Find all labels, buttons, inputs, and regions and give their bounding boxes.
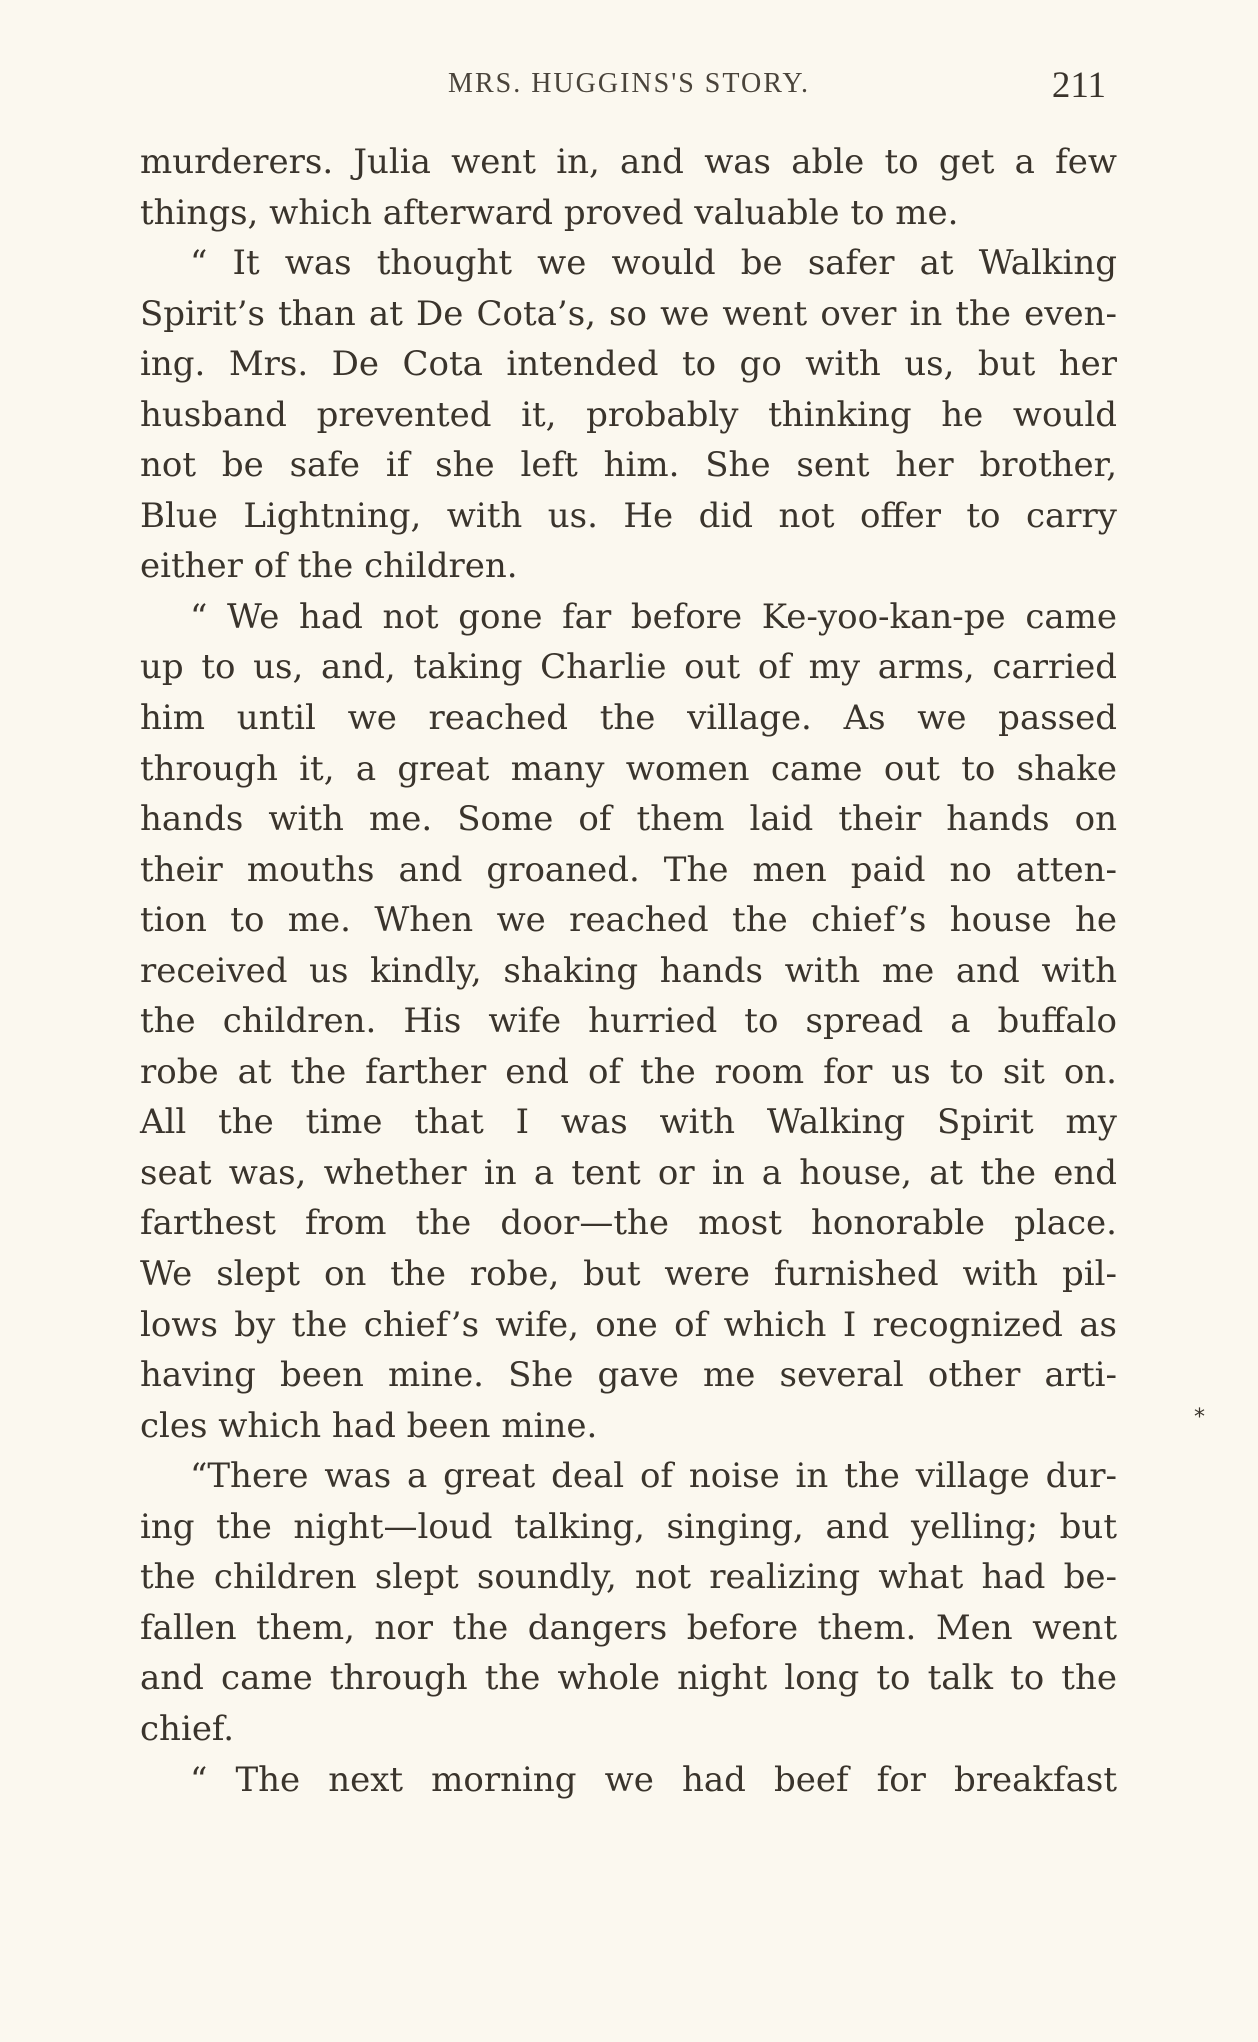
text-line: their mouths and groaned. The men paid no atten- (140, 849, 1117, 890)
text-line: either of the children. (140, 546, 518, 587)
text-line: not be safe if she left him. She sent her brother, (140, 445, 1117, 486)
text-line: chief. (140, 1708, 235, 1749)
running-head (140, 64, 1118, 112)
text-line: murderers. Julia went in, and was able to get a few (140, 142, 1117, 182)
text-line: “There was a great deal of noise in the village dur- (190, 1456, 1117, 1497)
page-number: 211 (1051, 65, 1106, 106)
text-line: and came through the whole night long to talk to the (140, 1658, 1117, 1699)
text-line: ing the night—loud talking, singing, and yelling; but (140, 1506, 1117, 1547)
text-line: the children. His wife hurried to spread a buffalo (140, 1001, 1117, 1042)
text-line: lows by the chief’s wife, one of which I recognized as (140, 1304, 1117, 1345)
text-line: things, which afterward proved valuable to me. (140, 192, 959, 233)
text-line: seat was, whether in a tent or in a house, at the end (140, 1152, 1117, 1193)
text-line: the children slept soundly, not realizing what had be- (140, 1557, 1117, 1598)
text-line: Spirit’s than at De Cota’s, so we went over in the even- (140, 293, 1117, 334)
text-line: Blue Lightning, with us. He did not offer to carry (140, 495, 1117, 536)
text-line: through it, a great many women came out to shake (140, 748, 1117, 789)
margin-asterisk: * (1194, 1405, 1205, 1430)
text-line: ing. Mrs. De Cota intended to go with us, but her (140, 344, 1117, 385)
body-text (140, 137, 1117, 1805)
text-line: having been mine. She gave me several other arti- (140, 1355, 1117, 1396)
text-line: “ We had not gone far before Ke-yoo-kan-pe came (190, 596, 1117, 637)
text-line: We slept on the robe, but were furnished with pil- (140, 1254, 1117, 1295)
running-title: MRS. HUGGINS'S STORY. (448, 68, 810, 99)
text-line: hands with me. Some of them laid their hands on (140, 799, 1117, 840)
text-line: cles which had been mine. (140, 1405, 598, 1446)
text-line: fallen them, nor the dangers before them. Men went (140, 1607, 1117, 1648)
text-line: All the time that I was with Walking Spirit my (140, 1102, 1117, 1143)
text-line: “ It was thought we would be safer at Walking (190, 243, 1117, 284)
text-line: farthest from the door—the most honorable place. (140, 1203, 1117, 1244)
text-line: tion to me. When we reached the chief’s house he (140, 900, 1117, 941)
text-line: him until we reached the village. As we passed (140, 698, 1117, 739)
text-line: “ The next morning we had beef for breakfast (190, 1759, 1117, 1800)
text-line: up to us, and, taking Charlie out of my arms, carried (140, 647, 1117, 688)
text-line: received us kindly, shaking hands with me and with (140, 950, 1117, 991)
text-line: husband prevented it, probably thinking he would (140, 394, 1117, 435)
text-line: robe at the farther end of the room for us to sit on. (140, 1051, 1117, 1092)
